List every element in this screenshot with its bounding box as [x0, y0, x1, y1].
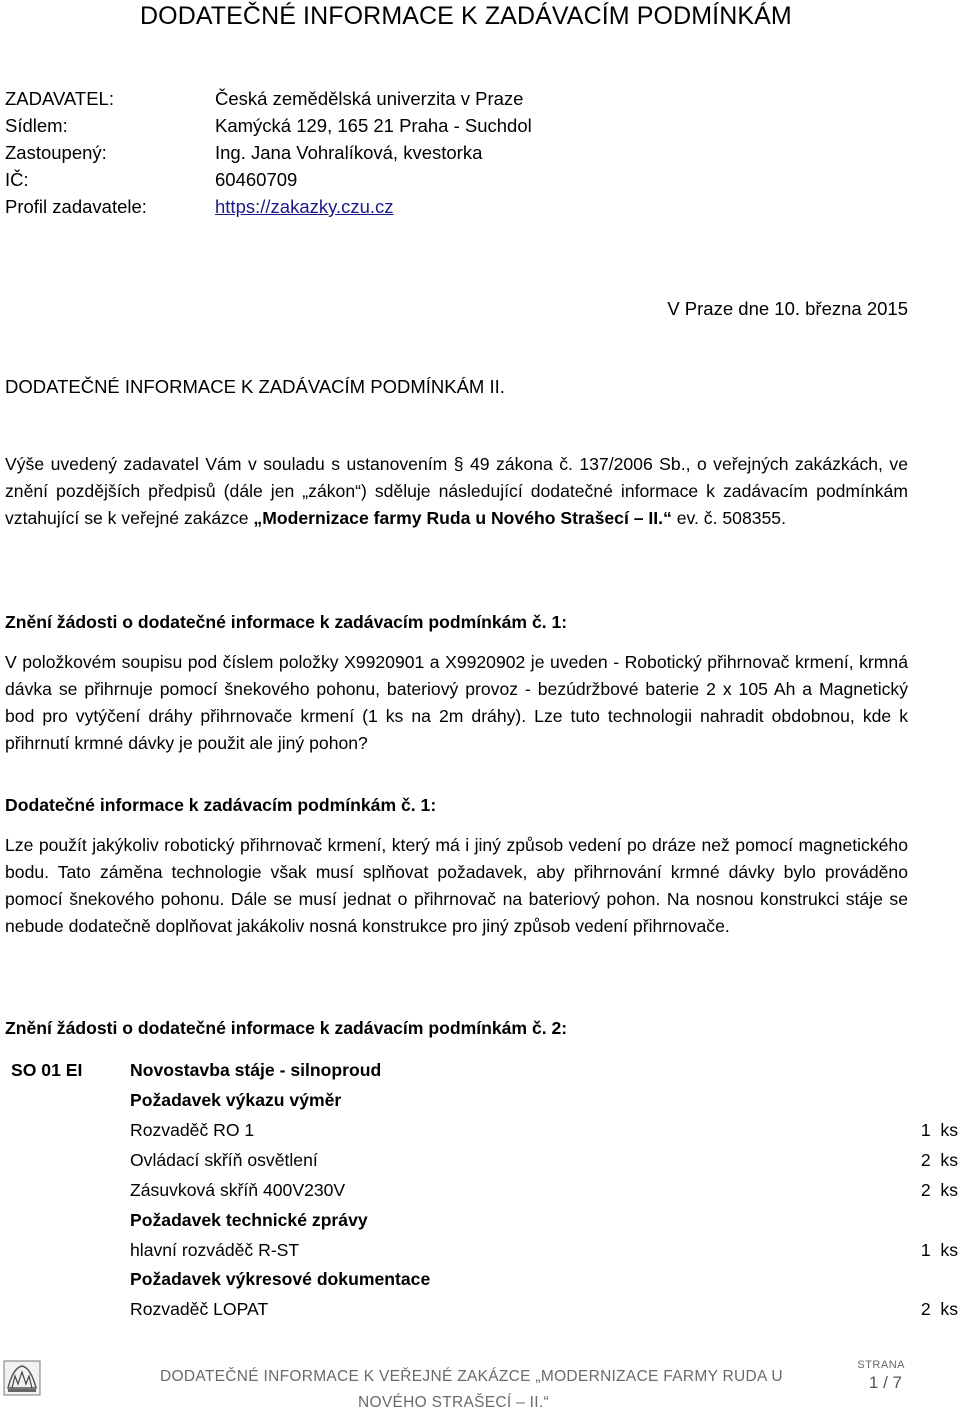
- document-subtitle: DODATEČNÉ INFORMACE K ZADÁVACÍM PODMÍNKÁM II.: [5, 376, 505, 397]
- q2-line: Zásuvková skříň 400V230V: [130, 1180, 346, 1200]
- q1-heading: Znění žádosti o dodatečné informace k zadávacím podmínkám č. 1:: [5, 612, 568, 632]
- a1-text: Lze použít jakýkoliv robotický přihrnovač krmení, který má i jiný způsob vedení po dráze než pomocí magnetického bodu. Tato záměna technologie však musí splňovat požadavek, aby přihrnování krmné dávky bylo prováděno pomocí šnekového pohonu. Dále se musí jednat o přihrnovač na bateriový pohon. Na nosnou konstrukci stáje se nebude dodatečně doplňovat jakákoliv nosná konstrukce pro jiný způsob vedení přihrnovače.: [5, 835, 908, 936]
- q2-line-quantity: 2 ks: [920, 1299, 958, 1319]
- header-label-zastoupeny: Zastoupený:: [5, 142, 107, 163]
- intro-text-part2: ev. č. 508355.: [671, 508, 786, 528]
- q2-line-quantity: 2 ks: [920, 1150, 958, 1170]
- q2-line: Rozvaděč LOPAT: [130, 1299, 269, 1319]
- q2-line: hlavní rozváděč R-ST: [130, 1240, 300, 1260]
- footer-page-number: 1 / 7: [868, 1373, 902, 1392]
- q2-line-quantity: 1 ks: [920, 1120, 958, 1140]
- q2-line: Požadavek výkazu výměr: [130, 1090, 342, 1110]
- q2-line: Požadavek výkresové dokumentace: [130, 1269, 431, 1289]
- a1-heading: Dodatečné informace k zadávacím podmínkám č. 1:: [5, 795, 437, 815]
- header-value-sidlem: Kamýcká 129, 165 21 Praha - Suchdol: [215, 115, 532, 136]
- header-label-sidlem: Sídlem:: [5, 115, 68, 136]
- q1-text: V položkovém soupisu pod číslem položky X9920901 a X9920902 je uveden - Robotický přihrnovač krmení, krmná dávka se přihrnuje pomocí šnekového pohonu, bateriový provoz - bezúdržbové baterie 2 x 105 Ah a Magnetický bod pro vytýčení dráhy přihrnovače krmení (1 ks na 2m dráhy). Lze tuto technologii nahradit obdobnou, kde k přihrnutí krmné dávky je použit ale jiný pohon?: [5, 652, 908, 753]
- q2-line-quantity: 1 ks: [920, 1240, 958, 1260]
- header-value-zadavatel: Česká zemědělská univerzita v Praze: [215, 88, 524, 109]
- header-label-ic: IČ:: [5, 169, 29, 190]
- q2-heading: Znění žádosti o dodatečné informace k zadávacím podmínkám č. 2:: [5, 1018, 568, 1038]
- q2-line-quantity: 2 ks: [920, 1180, 958, 1200]
- header-value-ic: 60460709: [215, 169, 298, 190]
- header-value-zastoupeny: Ing. Jana Vohralíková, kvestorka: [215, 142, 483, 163]
- document-date: V Praze dne 10. března 2015: [667, 298, 908, 319]
- q2-line: Ovládací skříň osvětlení: [130, 1150, 318, 1170]
- q2-line: Novostavba stáje - silnoproud: [130, 1060, 382, 1080]
- profile-link[interactable]: https://zakazky.czu.cz: [215, 196, 394, 217]
- q2-line: Požadavek technické zprávy: [130, 1210, 368, 1230]
- document-title: DODATEČNÉ INFORMACE K ZADÁVACÍM PODMÍNKÁM: [140, 2, 792, 30]
- footer-page-label: STRANA: [857, 1359, 905, 1371]
- q2-object-code: SO 01 EI: [11, 1060, 83, 1080]
- intro-text-part1: Výše uvedený zadavatel Vám v souladu s ustanovením § 49 zákona č. 137/2006 Sb., o veřejných zakázkách, ve znění pozdějších předpisů (dále jen „zákon“) sděluje následující dodatečné informace k zadávacím podmínkám vztahující se k veřejné zakázce: [5, 454, 908, 528]
- intro-paragraph: [5, 451, 908, 532]
- q2-line: Rozvaděč RO 1: [130, 1120, 255, 1140]
- header-label-zadavatel: ZADAVATEL:: [5, 88, 114, 109]
- footer-line-1: DODATEČNÉ INFORMACE K VEŘEJNÉ ZAKÁZCE „MODERNIZACE FARMY RUDA U: [160, 1368, 783, 1385]
- university-logo-icon: [3, 1360, 41, 1396]
- header-label-profil: Profil zadavatele:: [5, 196, 147, 217]
- footer-line-2: NOVÉHO STRAŠECÍ – II.“: [358, 1394, 549, 1411]
- project-name: „Modernizace farmy Ruda u Nového Strašecí – II.“: [253, 508, 672, 528]
